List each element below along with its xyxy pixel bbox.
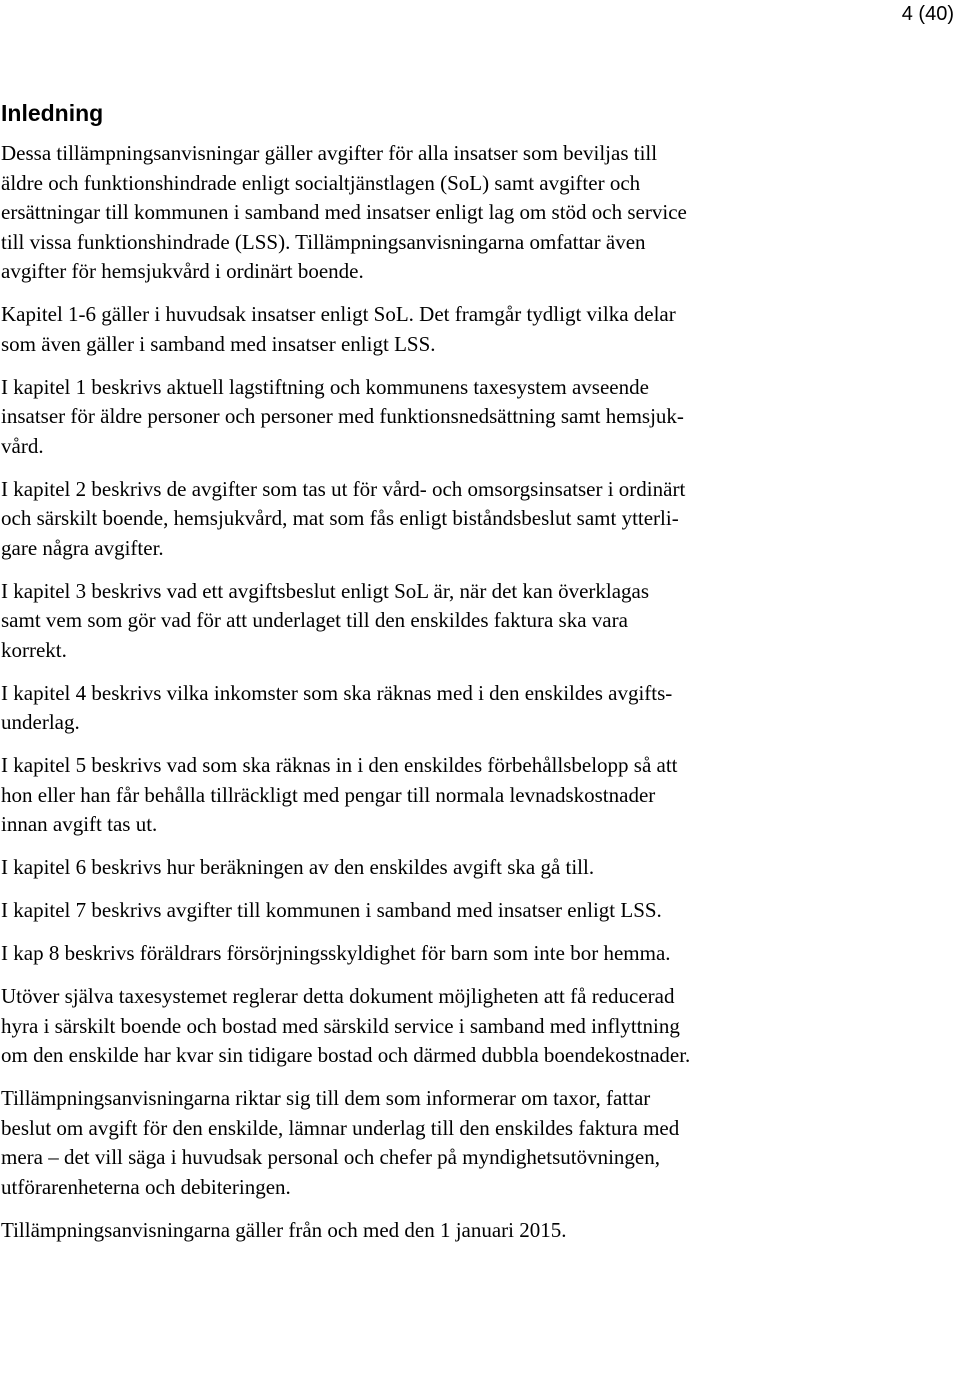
page-number: 4 (40) [901, 3, 954, 25]
paragraph-chapter-7: I kapitel 7 beskrivs avgifter till kommunen i samband med insatser enligt LSS. [1, 898, 662, 922]
paragraph-effective-date: Tillämpningsanvisningarna gäller från och med den 1 januari 2015. [1, 1217, 567, 1242]
paragraph-chapter-2: I kapitel 2 beskrivs de avgifter som tas ut för vård- och omsorgsinsatser i ordinärt och särskilt boende, hemsjukvård, mat som fås enligt biståndsbeslut samt ytterli- gare några avgifter. [1, 476, 686, 560]
paragraph-chapter-5: I kapitel 5 beskrivs vad som ska räknas in i den enskildes förbehållsbelopp så att hon eller han får behålla tillräckligt med pengar till normala levnadskostnader innan avgift tas ut. [1, 753, 678, 836]
paragraph-chapter-6: I kapitel 6 beskrivs hur beräkningen av den enskildes avgift ska gå till. [1, 855, 595, 879]
document-body [1, 98, 956, 1259]
paragraph-chapter-8: I kap 8 beskrivs föräldrars försörjningsskyldighet för barn som inte bor hemma. [1, 941, 671, 965]
paragraph-chapter-1: I kapitel 1 beskrivs aktuell lagstiftning och kommunens taxesystem avseende insatser för äldre personer och personer med funktionsnedsättning samt hemsjuk- vård. [1, 374, 684, 458]
section-heading: Inledning [1, 100, 104, 126]
paragraph-audience: Tillämpningsanvisningarna riktar sig till dem som informerar om taxor, fattar beslut om avgift för den enskilde, lämnar underlag till den enskildes faktura med mera – det vill säga i huvudsak personal och chefer på myndighetsutövningen, utförarenheterna och debiteringen. [1, 1086, 680, 1199]
paragraph-chapters-1-6: Kapitel 1-6 gäller i huvudsak insatser enligt SoL. Det framgår tydligt vilka delar som även gäller i samband med insatser enligt LSS. [1, 302, 676, 356]
paragraph-intro: Dessa tillämpningsanvisningar gäller avgifter för alla insatser som beviljas till äldre och funktionshindrade enligt socialtjänstlagen (SoL) samt avgifter och ersättningar till kommunen i samband med insatser enligt lag om stöd och service till vissa funktionshindrade (LSS). Tillämpningsanvisningarna omfattar även avgifter för hemsjukvård i ordinärt boende. [1, 141, 687, 283]
paragraph-reduced-rent: Utöver själva taxesystemet reglerar detta dokument möjligheten att få reducerad hyra i särskilt boende och bostad med särskild service i samband med inflyttning om den enskilde har kvar sin tidigare bostad och därmed dubbla boendekostnader. [1, 984, 691, 1067]
paragraph-chapter-4: I kapitel 4 beskrivs vilka inkomster som ska räknas med i den enskildes avgifts- underlag. [1, 680, 673, 734]
paragraph-chapter-3: I kapitel 3 beskrivs vad ett avgiftsbeslut enligt SoL är, när det kan överklagas samt vem som gör vad för att underlaget till den enskildes faktura ska vara korrekt. [1, 578, 650, 662]
